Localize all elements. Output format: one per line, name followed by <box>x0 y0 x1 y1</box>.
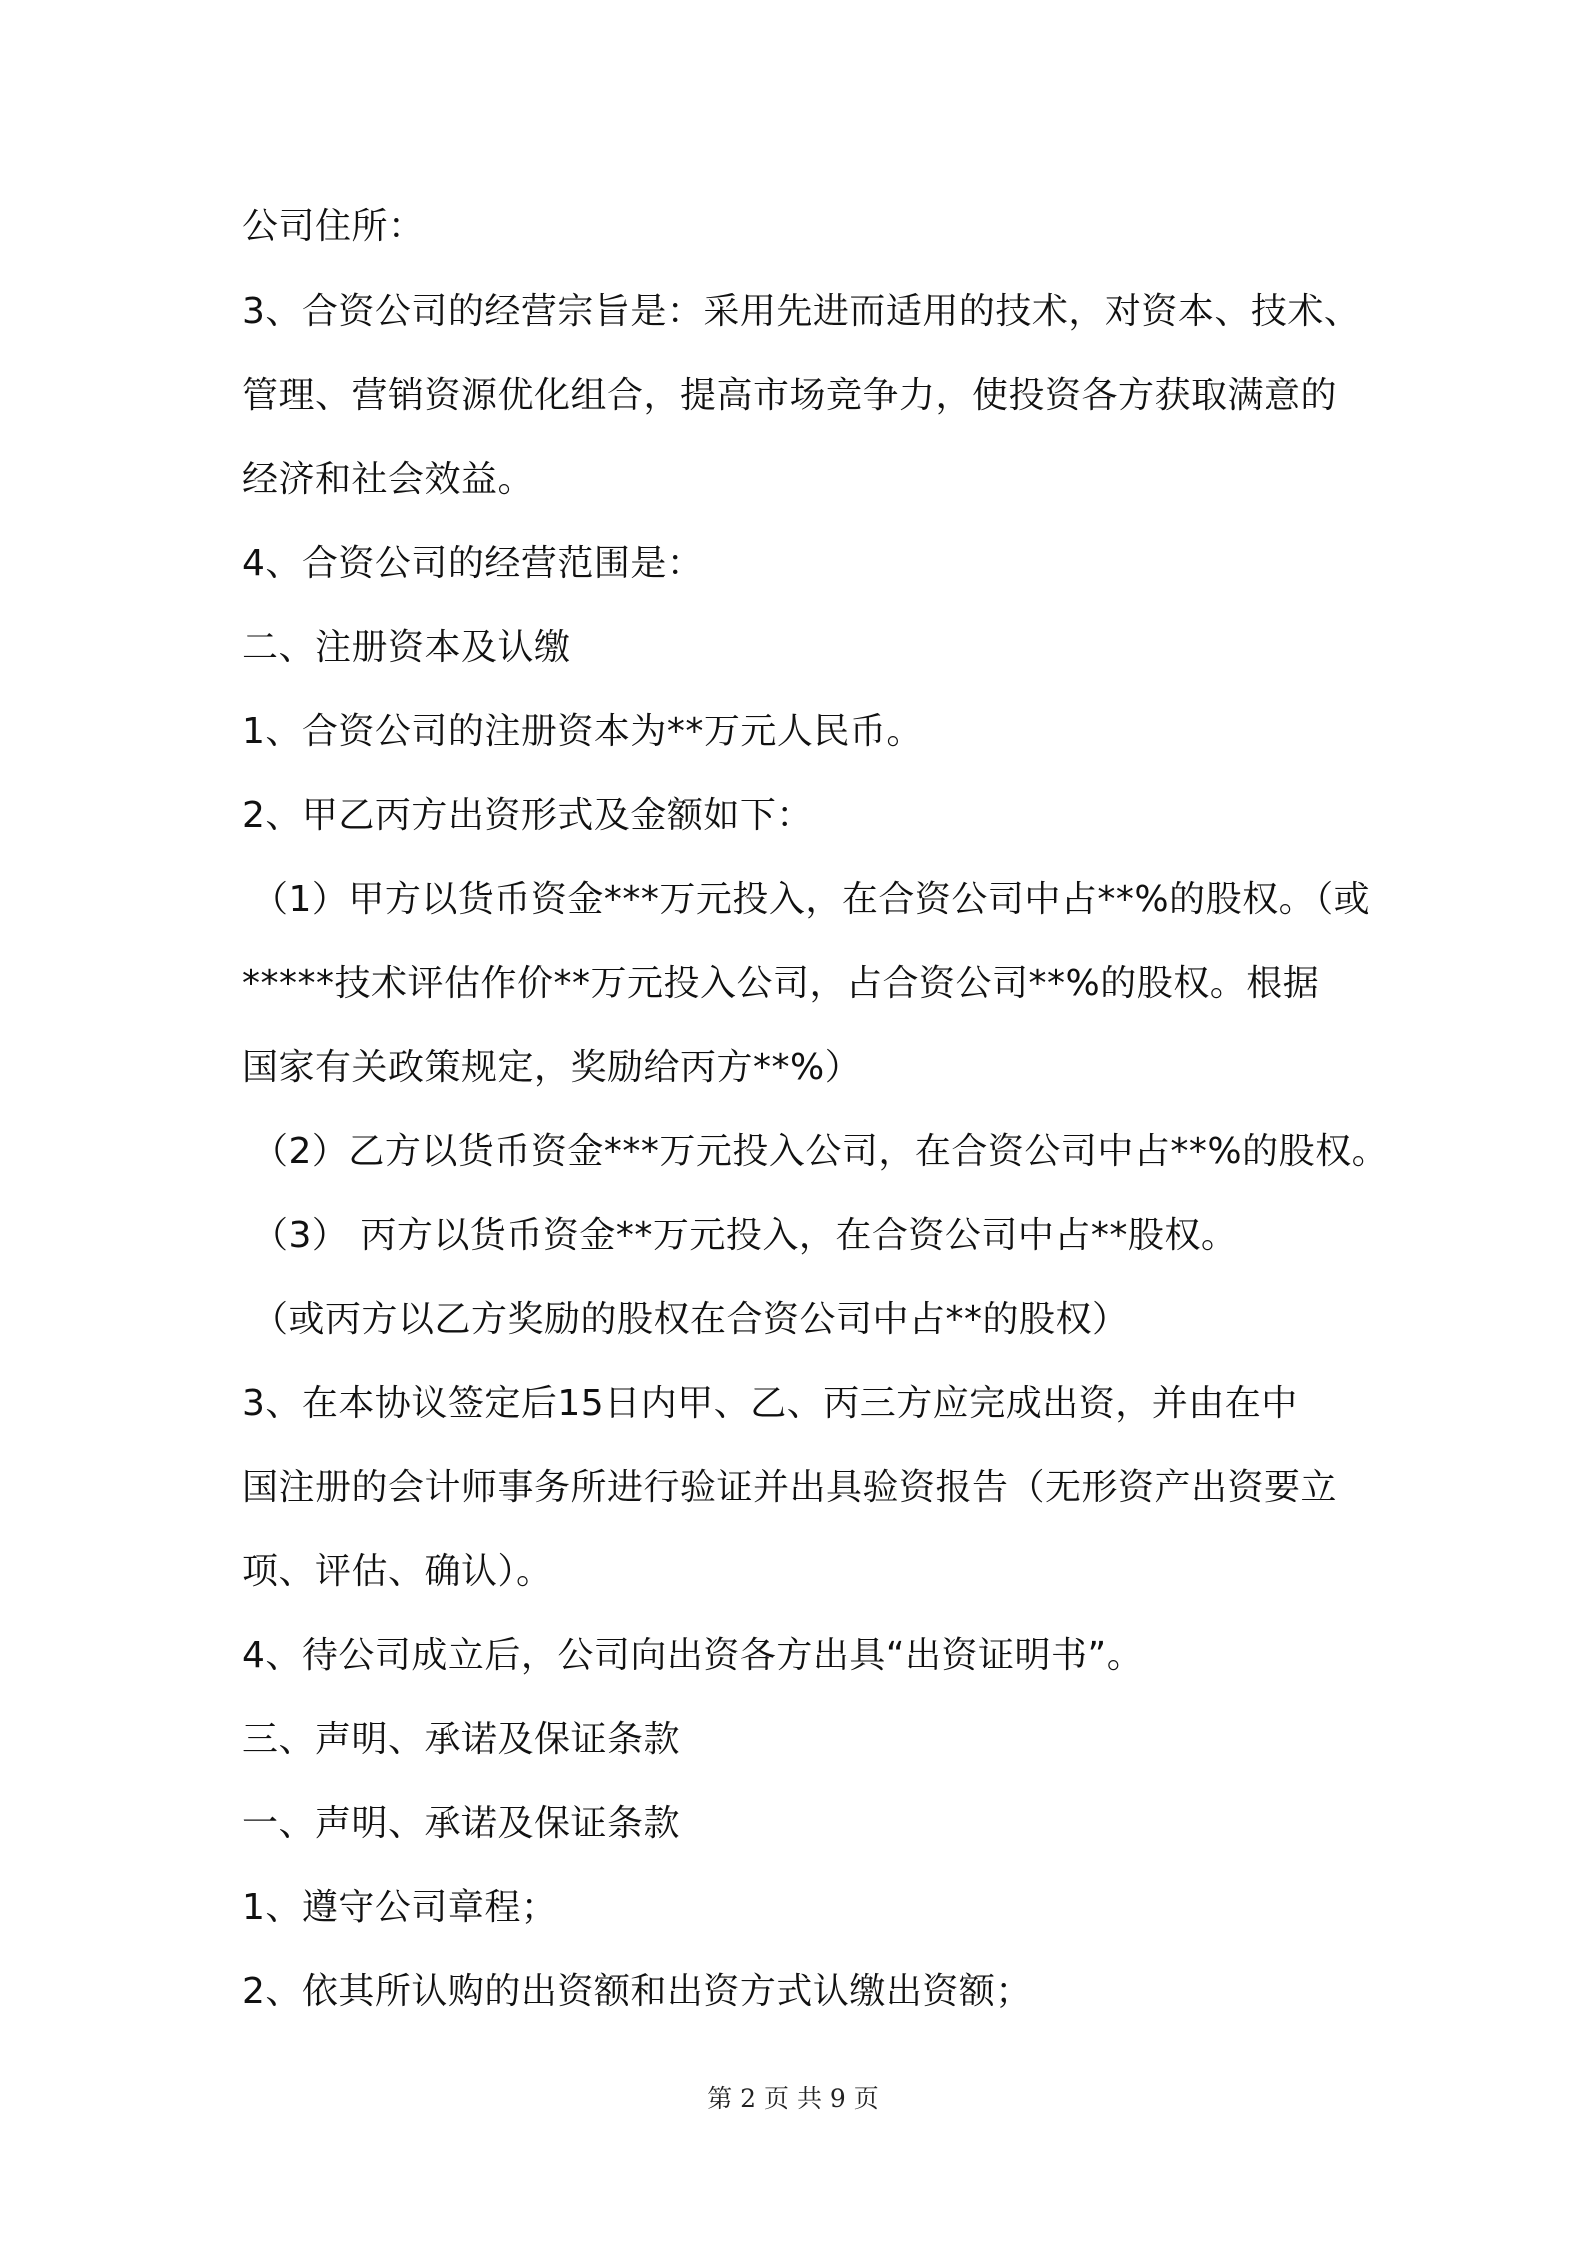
section-heading: 三、声明、承诺及保证条款 <box>242 1719 681 1760</box>
text-line: （1）甲方以货币资金***万元投入，在合资公司中占**%的股权。（或 <box>252 879 1371 920</box>
text-line: 2、甲乙丙方出资形式及金额如下： <box>242 795 813 836</box>
page-number-footer: 第 2 页 共 9 页 <box>707 2084 879 2113</box>
text-line: 国注册的会计师事务所进行验证并出具验资报告（无形资产出资要立 <box>242 1467 1338 1508</box>
text-line: 项、评估、确认）。 <box>242 1551 553 1592</box>
text-line: （3） 丙方以货币资金**万元投入，在合资公司中占**股权。 <box>252 1215 1238 1256</box>
section-heading: 二、注册资本及认缴 <box>242 627 571 668</box>
text-line: 2、依其所认购的出资额和出资方式认缴出资额； <box>242 1971 1032 2012</box>
text-line: 经济和社会效益。 <box>242 459 535 500</box>
text-line: 国家有关政策规定，奖励给丙方**%） <box>242 1047 862 1088</box>
text-line: （2）乙方以货币资金***万元投入公司，在合资公司中占**%的股权。 <box>252 1131 1389 1172</box>
text-line: *****技术评估作价**万元投入公司，占合资公司**%的股权。根据 <box>242 963 1320 1004</box>
text-line: 4、待公司成立后，公司向出资各方出具“出资证明书”。 <box>242 1635 1144 1676</box>
text-line: 公司住所： <box>242 206 425 247</box>
text-line: 1、遵守公司章程； <box>242 1887 558 1928</box>
text-line: 管理、营销资源优化组合，提高市场竞争力，使投资各方获取满意的 <box>242 375 1338 416</box>
text-line: 4、合资公司的经营范围是： <box>242 543 704 584</box>
text-line: 3、在本协议签定后15日内甲、乙、丙三方应完成出资，并由在中 <box>242 1383 1298 1424</box>
text-line: 3、合资公司的经营宗旨是：采用先进而适用的技术，对资本、技术、 <box>242 291 1361 332</box>
text-line: 1、合资公司的注册资本为**万元人民币。 <box>242 711 923 752</box>
text-line: （或丙方以乙方奖励的股权在合资公司中占**的股权） <box>252 1299 1129 1340</box>
section-heading: 一、声明、承诺及保证条款 <box>242 1803 681 1844</box>
